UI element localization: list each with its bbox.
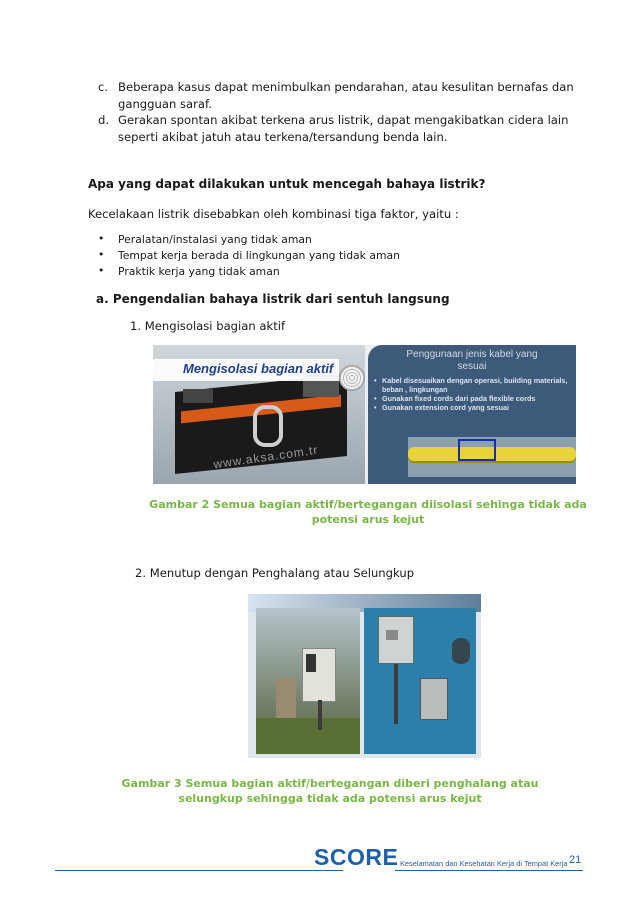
section-heading: Apa yang dapat dilakukan untuk mencegah bahaya listrik? (88, 177, 486, 191)
caption-line: potensi arus kejut (311, 513, 425, 526)
overlay-title-box (153, 359, 339, 381)
intro-text: Kecelakaan listrik disebabkan oleh kombinasi tiga faktor, yaitu : (88, 207, 459, 221)
page-number: 21 (569, 854, 582, 866)
panel-bullet: • Gunakan extension cord yang sesuai (374, 403, 510, 412)
list-text: Gerakan spontan akibat terkena arus listrik, dapat mengakibatkan cidera lain (118, 113, 569, 127)
panel-title: Penggunaan jenis kabel yang (406, 349, 538, 360)
bullet-dot: • (98, 232, 105, 245)
bullet-dot: • (98, 248, 105, 261)
footer-rule (55, 870, 343, 871)
numbered-item: 2. Menutup dengan Penghalang atau Selungkup (135, 566, 415, 580)
numbered-item: 1. Mengisolasi bagian aktif (130, 319, 286, 333)
footer-rule (395, 870, 583, 871)
panel-bullet: • Gunakan fixed cords dari pada flexible cords (374, 394, 536, 403)
figure-1 (153, 345, 576, 484)
info-panel (368, 345, 576, 484)
list-marker: d. (98, 113, 110, 127)
score-logo (314, 844, 399, 872)
caption-line: selungkup sehingga tidak ada potensi arus kejut (178, 792, 482, 805)
caption-line: Gambar 3 Semua bagian aktif/bertegangan diberi penghalang atau (121, 777, 539, 790)
logo-text: SCORE (314, 844, 399, 870)
enclosure-photo-right (364, 608, 476, 754)
list-marker: c. (98, 80, 109, 94)
list-text: seperti akibat jatuh atau terkena/tersandung benda lain. (118, 130, 448, 144)
figure-2 (248, 594, 481, 758)
watermark: www.aksa.com.tr (212, 442, 320, 472)
footer-tagline: Keselamatan dan Kesehatan Kerja di Tempat Kerja (400, 859, 568, 868)
cable-coil-icon (339, 365, 365, 391)
bullet-dot: • (98, 264, 105, 277)
figure-caption (120, 776, 540, 806)
list-item: Praktik kerja yang tidak aman (118, 265, 280, 278)
overlay-title: Mengisolasi bagian aktif (183, 361, 334, 376)
panel-title: sesuai (457, 361, 487, 372)
caption-line: Gambar 2 Semua bagian aktif/bertegangan diisolasi sehinga tidak ada (149, 498, 587, 511)
list-text: Beberapa kasus dapat menimbulkan pendarahan, atau kesulitan bernafas dan (118, 80, 574, 94)
list-text: gangguan saraf. (118, 97, 212, 111)
list-item: Peralatan/instalasi yang tidak aman (118, 233, 312, 246)
figure-caption (130, 497, 606, 527)
panel-bullet: • Kabel disesuaikan dengan operasi, building materials, beban , lingkungan (374, 376, 568, 394)
cable-photo (408, 437, 576, 477)
list-item: Tempat kerja berada di lingkungan yang tidak aman (118, 249, 400, 262)
enclosure-photo-left (256, 608, 360, 754)
subsection-heading: a. Pengendalian bahaya listrik dari sentuh langsung (96, 292, 450, 306)
